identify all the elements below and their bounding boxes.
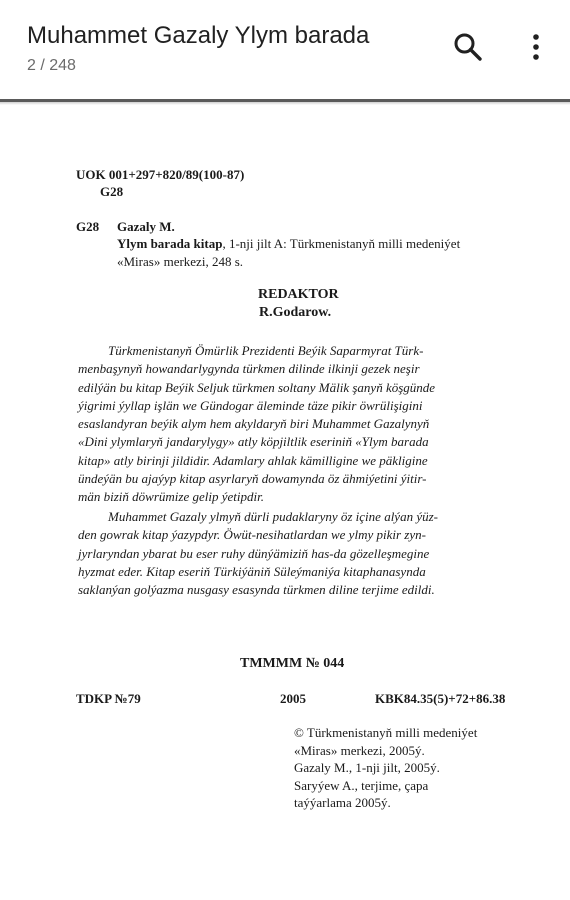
description-paragraph-2: [78, 508, 438, 599]
publication-line-2: «Miras» merkezi, 248 s.: [117, 254, 244, 269]
catalog-index: G28: [100, 184, 124, 199]
paragraph-line: hyzmat eder. Kitap eseriň Türkiýäniň Süleýmaniýa kitaphanasynda: [78, 563, 426, 579]
paragraph-line: Türkmenistanyň Ömürlik Prezidenti Beýik Saparmyrat Türk-: [108, 343, 424, 358]
paragraph-line: «Dini ylymlaryň jandarylygy» atly köpjiltlik eseriniň «Ylym barada: [78, 434, 429, 450]
paragraph-line: jyrlaryndan ybarat bu eser ruhy dünýämiziň has-da gözelleşmegine: [78, 545, 430, 561]
copyright-line: «Miras» merkezi, 2005ý.: [294, 742, 425, 758]
paragraph-line: Muhammet Gazaly ylmyň dürli pudaklaryny öz içine alýan ýüz-: [108, 509, 438, 524]
paragraph-line: ýigrimi ýyllap işlän we Gündogar äleminde täze pikir öwrülişigini: [78, 397, 423, 413]
paragraph-line: esaslandyran beýik alym hem akyldaryň biri Muhammet Gazalynyň: [78, 416, 430, 432]
search-icon[interactable]: [451, 30, 485, 64]
publication-info: , 1-nji jilt A: Türkmenistanyň milli medeniýet: [222, 236, 461, 251]
description-paragraph-1: [78, 342, 435, 507]
book-title: Ylym barada kitap: [117, 236, 223, 251]
publication-year: 2005: [280, 691, 306, 706]
document-title: Muhammet Gazaly Ylym barada: [27, 22, 370, 49]
app-bar: [0, 0, 570, 100]
catalog-index-left: G28: [76, 219, 100, 234]
editor-heading: REDAKTOR: [258, 287, 339, 302]
publication-line-1: [117, 236, 460, 252]
paragraph-line: saklanýan golýazma nusgasy esasynda türkmen diline terjime edildi.: [78, 582, 435, 598]
paragraph-line: edilýän bu kitap Beýik Seljuk türkmen soltany Mälik şanyň köşgünde: [78, 379, 436, 395]
page-indicator: 2 / 248: [27, 57, 76, 74]
order-number: TMMMM № 044: [240, 656, 345, 671]
tdkp-code: TDKP №79: [76, 691, 141, 706]
more-vert-icon[interactable]: [522, 30, 550, 64]
paragraph-line: den gowrak kitap ýazypdyr. Öwüt-nesihatlardan we ylmy pikir zyn-: [78, 527, 426, 543]
kbk-code: KBK84.35(5)+72+86.38: [375, 691, 506, 706]
copyright-line: © Türkmenistanyň milli medeniýet: [294, 725, 478, 740]
udk-code: UOK 001+297+820/89(100-87): [76, 167, 245, 182]
editor-name: R.Godarow.: [259, 305, 332, 320]
copyright-line: Saryýew A., terjime, çapa: [294, 777, 429, 793]
paragraph-line: kitap» atly birinji jildidir. Adamlary ahlak kämilligine we päkligine: [78, 452, 428, 468]
paragraph-line: menbaşynyň howandarlygynda türkmen dilinde ilkinji gezek neşir: [78, 361, 420, 377]
copyright-block: [294, 724, 477, 812]
document-page: [0, 105, 570, 900]
paragraph-line: ündeýän bu ajaýyp kitap asyrlaryň dowamynda öz ähmiýetini ýitir-: [78, 471, 427, 487]
copyright-line: taýýarlama 2005ý.: [294, 795, 391, 810]
copyright-line: Gazaly M., 1-nji jilt, 2005ý.: [294, 760, 440, 775]
author-name: Gazaly M.: [117, 219, 175, 234]
paragraph-line: män biziň döwrümize gelip ýetipdir.: [78, 489, 264, 505]
